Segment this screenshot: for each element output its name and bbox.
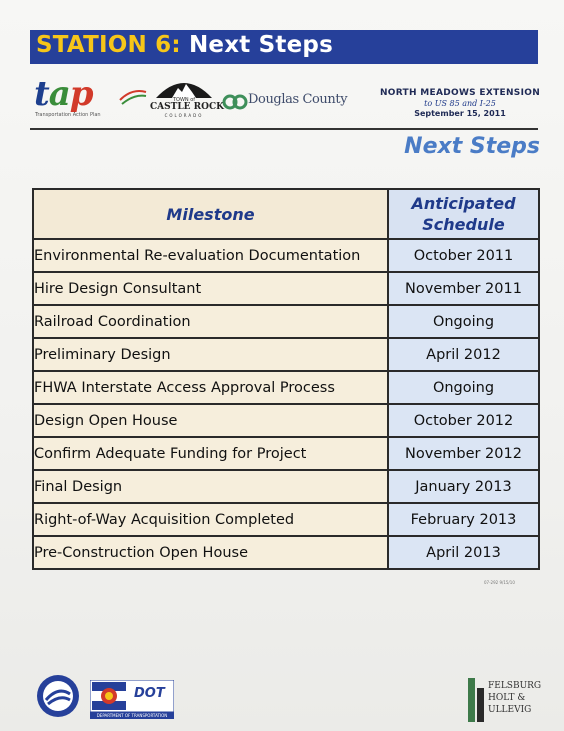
table-row — [33, 239, 539, 272]
project-title: NORTH MEADOWS EXTENSION — [379, 88, 541, 98]
table-row — [33, 371, 539, 404]
partner-logos — [30, 72, 541, 130]
schedule-table — [32, 188, 540, 570]
schedule-cell: April 2012 — [388, 338, 539, 371]
table-row — [33, 272, 539, 305]
page-heading: Next Steps — [404, 134, 540, 159]
douglas-county-logo — [222, 90, 362, 114]
milestone-cell: Preliminary Design — [33, 338, 388, 371]
schedule-cell: Ongoing — [388, 371, 539, 404]
schedule-cell: November 2011 — [388, 272, 539, 305]
douglas-county-name: Douglas County — [248, 92, 348, 107]
schedule-cell: Ongoing — [388, 305, 539, 338]
cdot-logo — [90, 680, 174, 720]
castle-rock-town: TOWN of — [172, 97, 196, 103]
schedule-cell: October 2011 — [388, 239, 539, 272]
milestone-cell: Railroad Coordination — [33, 305, 388, 338]
milestone-column-header: Milestone — [33, 189, 388, 239]
table-row — [33, 536, 539, 569]
fhu-name: FELSBURG HOLT & ULLEVIG — [488, 681, 542, 715]
schedule-cell: January 2013 — [388, 470, 539, 503]
station-number: STATION 6: — [36, 32, 181, 58]
tap-logo — [34, 74, 146, 126]
table-row — [33, 338, 539, 371]
swoosh-icon — [118, 86, 148, 106]
table-row — [33, 470, 539, 503]
milestone-cell: Final Design — [33, 470, 388, 503]
table-row — [33, 437, 539, 470]
milestone-cell: Pre-Construction Open House — [33, 536, 388, 569]
douglas-county-icon — [222, 90, 248, 114]
schedule-column-header: Anticipated Schedule — [388, 189, 539, 239]
fhu-logo — [468, 678, 548, 726]
project-date: September 15, 2011 — [414, 109, 506, 118]
milestone-cell: Hire Design Consultant — [33, 272, 388, 305]
castle-rock-name: CASTLE ROCK — [150, 102, 224, 112]
tap-tagline: Transportation Action Plan — [35, 112, 101, 118]
table-header-row — [33, 189, 539, 239]
schedule-cell: October 2012 — [388, 404, 539, 437]
schedule-cell: November 2012 — [388, 437, 539, 470]
station-topic: Next Steps — [188, 32, 333, 58]
project-info — [378, 88, 542, 118]
tap-wordmark: tap — [34, 74, 93, 114]
cdot-subtitle: DEPARTMENT OF TRANSPORTATION — [90, 712, 174, 719]
schedule-cell: February 2013 — [388, 503, 539, 536]
cdot-label: DOT — [134, 686, 165, 701]
usdot-seal-icon — [36, 674, 80, 718]
table-row — [33, 305, 539, 338]
header-divider — [30, 128, 538, 130]
milestone-cell: Confirm Adequate Funding for Project — [33, 437, 388, 470]
sponsor-logos — [0, 668, 564, 731]
milestone-cell: Right-of-Way Acquisition Completed — [33, 503, 388, 536]
castle-rock-state: COLORADO — [164, 113, 204, 118]
project-subtitle: to US 85 and I-25 — [424, 99, 496, 108]
milestone-cell: FHWA Interstate Access Approval Process — [33, 371, 388, 404]
milestone-cell: Environmental Re-evaluation Documentation — [33, 239, 388, 272]
castle-rock-icon — [150, 76, 218, 98]
fhu-mark-icon — [468, 678, 484, 722]
board-code: 07-292 9/15/10 — [484, 580, 515, 585]
station-title — [36, 32, 333, 58]
station-header-bar — [30, 30, 538, 64]
milestone-cell: Design Open House — [33, 404, 388, 437]
schedule-cell: April 2013 — [388, 536, 539, 569]
table-row — [33, 404, 539, 437]
table-row — [33, 503, 539, 536]
castle-rock-logo — [150, 76, 224, 126]
